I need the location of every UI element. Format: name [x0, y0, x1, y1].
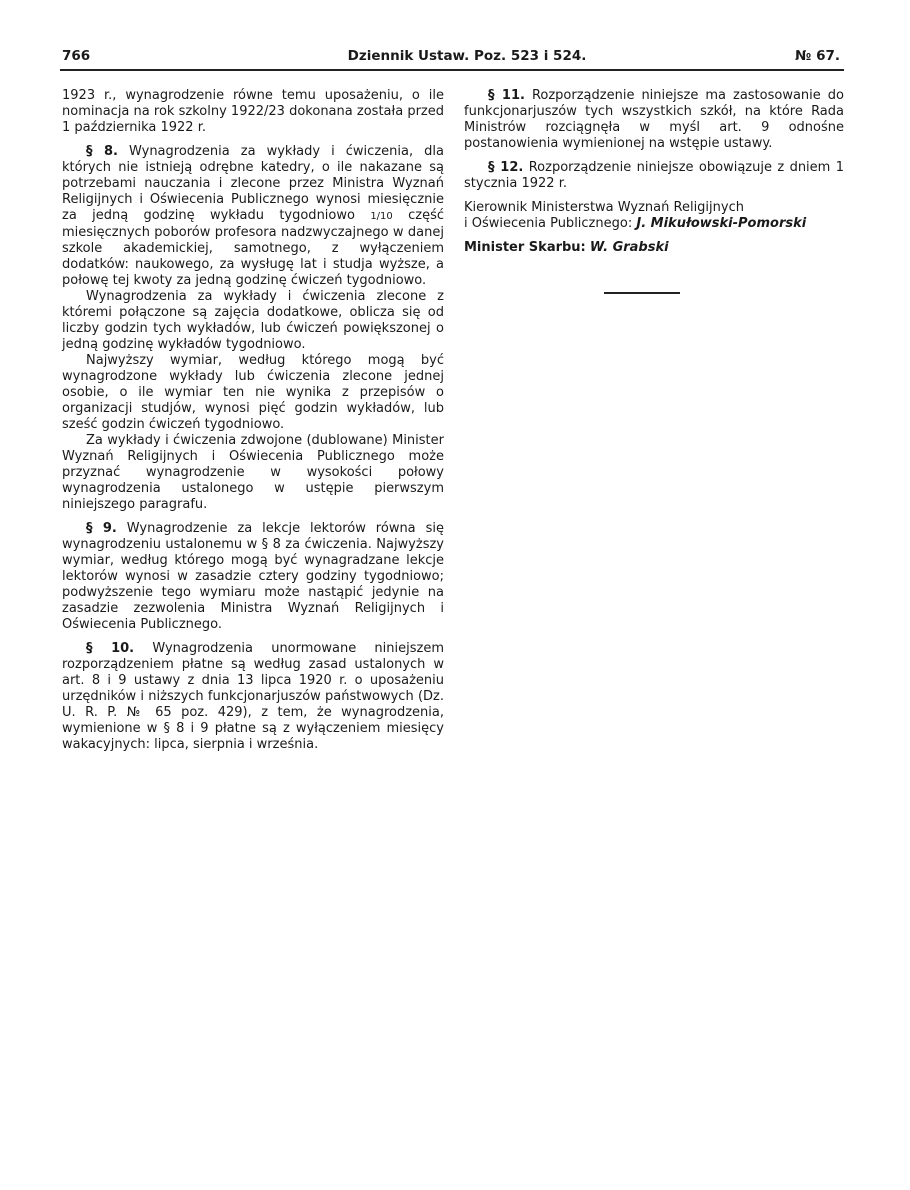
- section-10-label: § 10.: [86, 641, 135, 656]
- section-12-label: § 12.: [488, 160, 524, 175]
- header-rule: [60, 69, 844, 71]
- signature-block-2: [464, 240, 844, 256]
- issue-number: № 67.: [795, 48, 840, 64]
- signature-1-title-cont: i Oświecenia Publicznego:: [464, 216, 633, 231]
- section-8: [62, 144, 444, 289]
- section-11: [464, 88, 844, 152]
- paragraph-continuation: 1923 r., wynagrodzenie równe temu uposażeniu, o ile nominacja na rok szkolny 1922/23 dokonana została przed 1 października 1922 r.: [62, 88, 444, 135]
- end-rule: [604, 292, 680, 294]
- section-10: [62, 641, 444, 753]
- section-8-text-b: część miesięcznych poborów profesora nadzwyczajnego w danej szkole akademickiej, samotnego, z wyłączeniem dodatków: naukowego, za wysługę lat i studja wyższe, a połowę tej kwoty za jedną godzinę ćwiczeń tygodniowo.: [62, 208, 445, 288]
- section-9: [62, 521, 444, 633]
- section-11-label: § 11.: [488, 88, 525, 103]
- section-10-text: Wynagrodzenia unormowane niniejszem rozporządzeniem płatne są według zasad ustalonych w art. 8 i 9 ustawy z dnia 13 lipca 1920 r. o uposażeniu urzędników i niższych funkcjonarjuszów państwowych (Dz. U. R. P. № 65 poz. 429), z tem, że wynagrodzenia, wymienione w § 8 i 9 płatne są z wyłączeniem miesięcy wakacyjnych: lipca, sierpnia i września.: [62, 641, 444, 752]
- section-8-paragraph-3: Najwyższy wymiar, według którego mogą być wynagrodzone wykłady lub ćwiczenia zlecone jednej osobie, o ile wymiar ten nie wynika z przepisów o organizacji studjów, wynosi pięć godzin wykładów, lub sześć godzin ćwiczeń tygodniowo.: [62, 353, 444, 432]
- section-8-fraction: 1/10: [370, 211, 393, 222]
- section-12-text: Rozporządzenie niniejsze obowiązuje z dniem 1 stycznia 1922 r.: [464, 160, 844, 191]
- left-column: [62, 88, 444, 753]
- section-8-paragraph-4: Za wykłady i ćwiczenia zdwojone (dublowane) Minister Wyznań Religijnych i Oświecenia Publicznego może przyznać wynagrodzenie w wysokości połowy wynagrodzenia ustalonego w ustępie pierwszym niniejszego paragrafu.: [62, 433, 444, 512]
- section-8-label: § 8.: [86, 144, 118, 159]
- section-11-text: Rozporządzenie niniejsze ma zastosowanie do funkcjonarjuszów tych wszystkich szkół, na które Rada Ministrów rozciągnęła w myśl art. 9 odnośne postanowienia wymienionej na wstępie ustawy.: [464, 88, 844, 151]
- page-header: [60, 48, 844, 68]
- signature-block-1: [464, 200, 844, 232]
- section-9-text: Wynagrodzenie za lekcje lektorów równa się wynagrodzeniu ustalonemu w § 8 za ćwiczenia. Najwyższy wymiar, według którego mogą być wynagradzane lekcje lektorów wynosi w zasadzie cztery godziny tygodniowo; podwyższenie tego wymiaru może nastąpić jedynie na zasadzie zezwolenia Ministra Wyznań Religijnych i Oświecenia Publicznego.: [62, 521, 444, 632]
- signature-1-title: Kierownik Ministerstwa Wyznań Religijnych: [464, 200, 744, 215]
- section-8-text-a: Wynagrodzenia za wykłady i ćwiczenia, dla których nie istnieją odrębne katedry, o ile nakazane są potrzebami nauczania i zlecone przez Ministra Wyznań Religijnych i Oświecenia Publicznego wynosi miesięcznie za jedną godzinę wykładu tygodniowo: [62, 144, 444, 223]
- signature-2-name: W. Grabski: [589, 240, 669, 255]
- signature-2-title: Minister Skarbu:: [464, 240, 586, 255]
- journal-title: Dziennik Ustaw. Poz. 523 i 524.: [347, 48, 587, 64]
- page-number: 766: [62, 48, 91, 64]
- section-9-label: § 9.: [86, 521, 117, 536]
- section-8-paragraph-2: Wynagrodzenia za wykłady i ćwiczenia zlecone z któremi połączone są zajęcia dodatkowe, oblicza się od liczby godzin tych wykładów, lub ćwiczeń powiększonej o jedną godzinę wykładów tygodniowo.: [62, 289, 444, 352]
- right-column: [464, 88, 844, 294]
- signature-1-name: J. Mikułowski-Pomorski: [636, 216, 807, 231]
- section-12: [464, 160, 844, 192]
